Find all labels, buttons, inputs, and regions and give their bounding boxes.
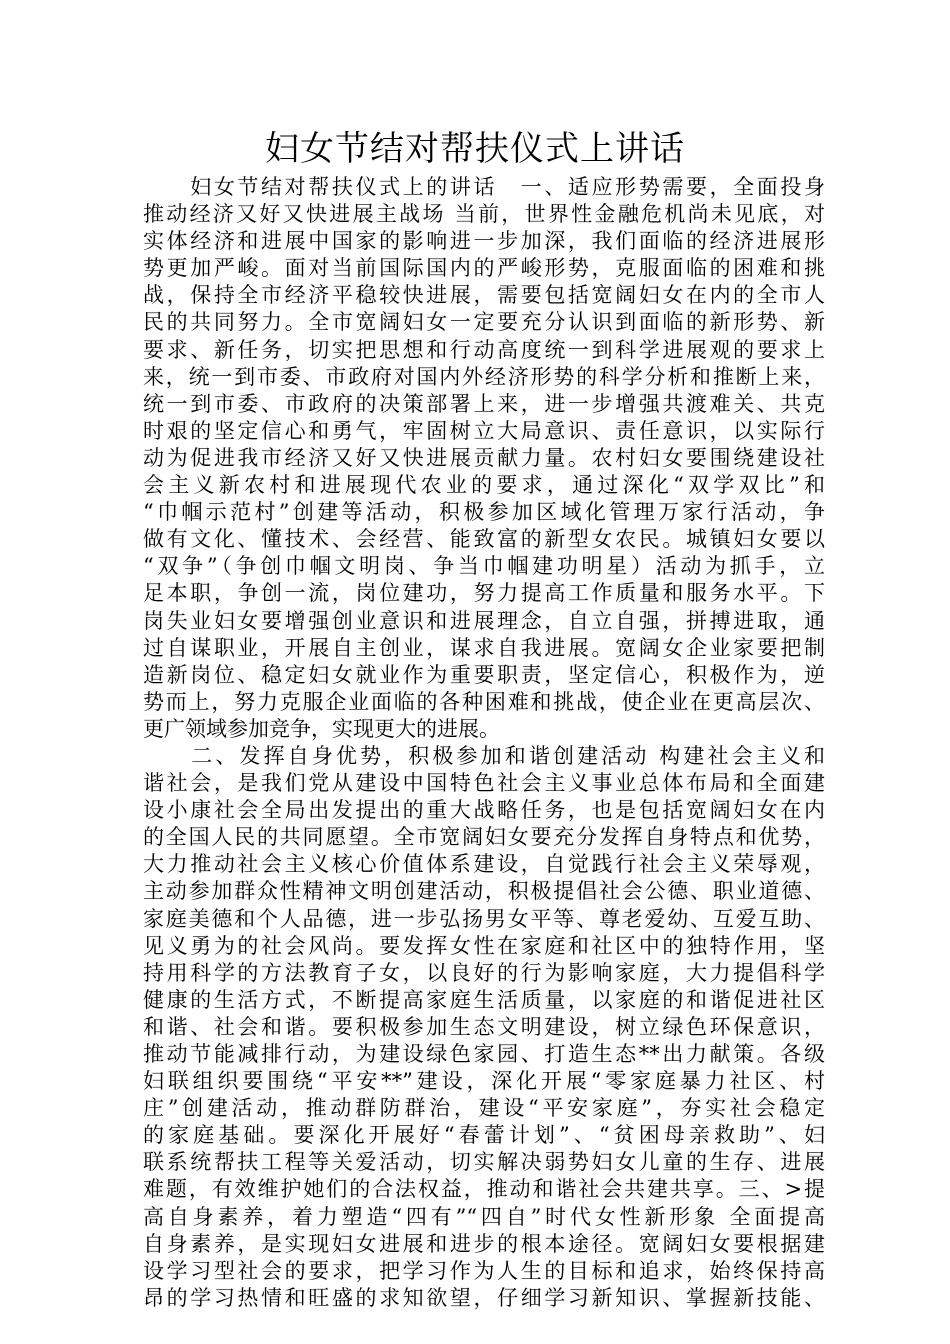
- text-line: 实体经济和进展中国家的影响进一步加深，我们面临的经济进展形: [143, 229, 825, 254]
- text-line: 时艰的坚定信心和勇气，牢固树立大局意识、责任意识，以实际行: [143, 418, 825, 443]
- text-line: 统一到市委、市政府的决策部署上来，进一步增强共渡难关、共克: [143, 391, 825, 416]
- text-line: 要求、新任务，切实把思想和行动高度统一到科学进展观的要求上: [143, 337, 825, 362]
- text-line: “巾帼示范村”创建等活动，积极参加区域化管理万家行活动，争: [143, 500, 825, 525]
- text-line: 势而上，努力克服企业面临的各种困难和挑战，使企业在更高层次、: [143, 689, 825, 714]
- text-line: 高自身素养，着力塑造“四有”“四自”时代女性新形象 全面提高: [143, 1204, 825, 1229]
- text-line: 做有文化、懂技术、会经营、能致富的新型女农民。城镇妇女要以: [143, 527, 825, 552]
- text-line: 的家庭基础。要深化开展好“春蕾计划”、“贫困母亲救助”、妇: [143, 1123, 825, 1148]
- text-line: 造新岗位、稳定妇女就业作为重要职责，坚定信心，积极作为，逆: [143, 662, 825, 687]
- text-line: 庄”创建活动，推动群防群治，建设“平安家庭”，夯实社会稳定: [143, 1096, 825, 1121]
- text-line: 妇联组织要围绕“平安**”建设，深化开展“零家庭暴力社区、村: [143, 1069, 825, 1094]
- text-line: 见义勇为的社会风尚。要发挥女性在家庭和社区中的独特作用，坚: [143, 933, 825, 958]
- text-line: 昂的学习热情和旺盛的求知欲望，仔细学习新知识、掌握新技能、: [143, 1285, 825, 1310]
- text-line: 民的共同努力。全市宽阔妇女一定要充分认识到面临的新形势、新: [143, 310, 825, 335]
- text-line: 家庭美德和个人品德，进一步弘扬男女平等、尊老爱幼、互爱互助、: [143, 906, 825, 931]
- text-line: 持用科学的方法教育子女，以良好的行为影响家庭，大力提倡科学: [143, 960, 825, 985]
- text-line: 难题，有效维护她们的合法权益，推动和谐社会共建共享。三、>提: [143, 1177, 825, 1202]
- document-body: [143, 174, 825, 1312]
- text-line: 动为促进我市经济又好又快进展贡献力量。农村妇女要围绕建设社: [143, 445, 825, 470]
- text-line: 推动节能减排行动，为建设绿色家园、打造生态**出力献策。各级: [143, 1042, 825, 1066]
- text-line: 过自谋职业，开展自主创业，谋求自我进展。宽阔女企业家要把制: [143, 635, 825, 660]
- text-line: 二、发挥自身优势，积极参加和谐创建活动 构建社会主义和: [143, 743, 825, 768]
- text-line: 大力推动社会主义核心价值体系建设，自觉践行社会主义荣辱观，: [143, 852, 825, 877]
- text-line: 设小康社会全局出发提出的重大战略任务，也是包括宽阔妇女在内: [143, 798, 825, 823]
- text-line: 主动参加群众性精神文明创建活动，积极提倡社会公德、职业道德、: [143, 879, 825, 904]
- text-line: 设学习型社会的要求，把学习作为人生的目标和追求，始终保持高: [143, 1258, 825, 1283]
- text-line: 谐社会，是我们党从建设中国特色社会主义事业总体布局和全面建: [143, 771, 825, 796]
- document-title: 妇女节结对帮扶仪式上讲话: [265, 129, 685, 169]
- text-line: “双争”（争创巾帼文明岗、争当巾帼建功明星）活动为抓手，立: [143, 554, 825, 579]
- text-line: 健康的生活方式，不断提高家庭生活质量，以家庭的和谐促进社区: [143, 987, 825, 1012]
- text-line: 更广领域参加竞争，实现更大的进展。: [143, 716, 500, 741]
- text-line: 自身素养，是实现妇女进展和进步的根本途径。宽阔妇女要根据建: [143, 1231, 825, 1256]
- text-line: 岗失业妇女要增强创业意识和进展理念，自立自强，拼搏进取，通: [143, 608, 825, 633]
- text-line: 来，统一到市委、市政府对国内外经济形势的科学分析和推断上来，: [143, 364, 825, 389]
- text-line: 足本职，争创一流，岗位建功，努力提高工作质量和服务水平。下: [143, 581, 825, 606]
- text-line: 势更加严峻。面对当前国际国内的严峻形势，克服面临的困难和挑: [143, 256, 825, 281]
- text-line: 和谐、社会和谐。要积极参加生态文明建设，树立绿色环保意识，: [143, 1014, 825, 1039]
- text-line: 联系统帮扶工程等关爱活动，切实解决弱势妇女儿童的生存、进展: [143, 1150, 825, 1175]
- text-line: 妇女节结对帮扶仪式上的讲话 一、适应形势需要，全面投身: [143, 175, 825, 199]
- text-line: 的全国人民的共同愿望。全市宽阔妇女要充分发挥自身特点和优势，: [143, 825, 825, 850]
- text-line: 会主义新农村和进展现代农业的要求，通过深化“双学双比”和: [143, 473, 825, 498]
- text-line: 推动经济又好又快进展主战场 当前，世界性金融危机尚未见底，对: [143, 202, 825, 227]
- text-line: 战，保持全市经济平稳较快进展，需要包括宽阔妇女在内的全市人: [143, 283, 825, 308]
